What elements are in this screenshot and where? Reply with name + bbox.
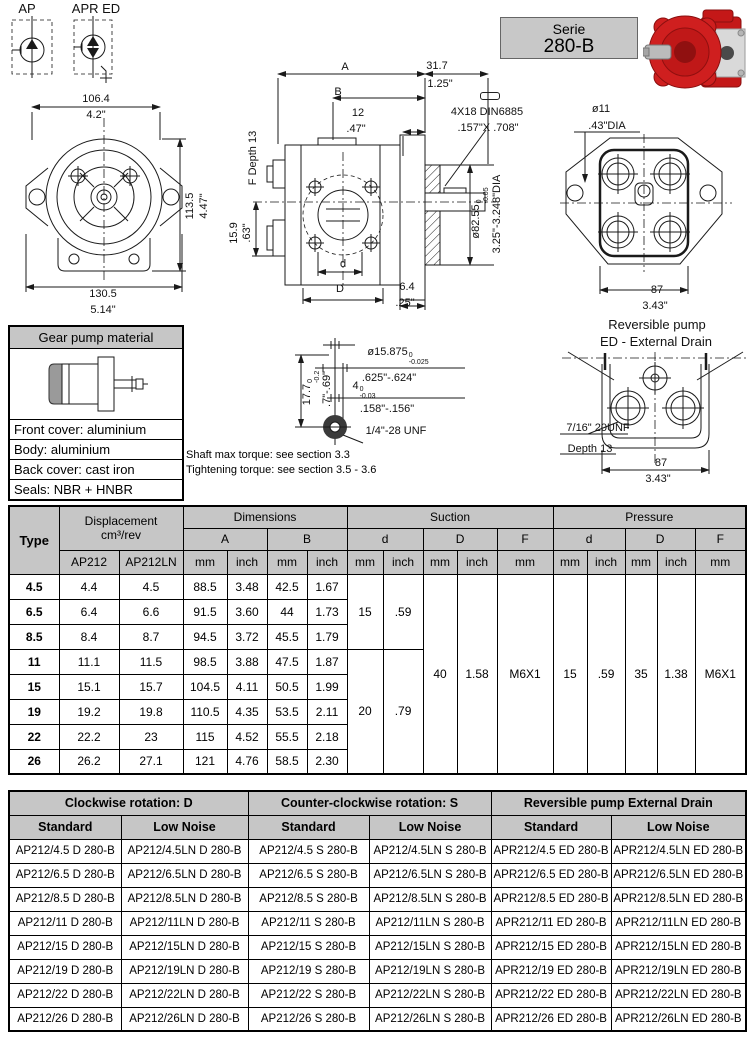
cell: 1.99 — [307, 674, 347, 699]
serie-label: Serie — [552, 21, 586, 37]
cell: 4.11 — [227, 674, 267, 699]
cell: 15.1 — [59, 674, 119, 699]
unit-header: mm — [183, 550, 227, 574]
cell: 3.72 — [227, 624, 267, 649]
cell: 8.5 — [9, 624, 59, 649]
cell: 4.76 — [227, 749, 267, 774]
cell: 4.5 — [9, 574, 59, 599]
cell: APR212/4.5LN ED 280-B — [611, 839, 746, 863]
cell: AP212/6.5 D 280-B — [9, 863, 121, 887]
cell: APR212/8.5LN ED 280-B — [611, 887, 746, 911]
symbol-apr-ed-label: APR ED — [71, 1, 121, 16]
unit-header: mm — [347, 550, 383, 574]
cell: 1.79 — [307, 624, 347, 649]
col-header-pressure: Pressure — [553, 506, 746, 528]
cell: AP212/19 D 280-B — [9, 959, 121, 983]
dim-317-mm: 31.7 — [426, 60, 448, 72]
material-row-seals: Seals: NBR + HNBR — [10, 479, 182, 499]
unit-header: inch — [587, 550, 625, 574]
cell: AP212/26LN D 280-B — [121, 1007, 248, 1031]
cell: AP212/26 D 280-B — [9, 1007, 121, 1031]
serie-value: 280-B — [543, 36, 595, 57]
dim-shaft-key-in: .158"-.156" — [359, 403, 415, 415]
dim-b-label: B — [334, 86, 342, 98]
dim-front-width-mm: 106.4 — [82, 93, 110, 105]
dim-shaft-height-in: .7"-.69" — [321, 371, 333, 407]
cell: 4.52 — [227, 724, 267, 749]
unit-header: mm — [695, 550, 746, 574]
material-pump-figure — [10, 349, 182, 419]
material-pump-icon — [36, 354, 156, 414]
cell: APR212/11 ED 280-B — [491, 911, 611, 935]
col-header-suction: Suction — [347, 506, 553, 528]
reversible-subtitle: ED - External Drain — [600, 334, 712, 349]
cell: 1.58 — [457, 574, 497, 774]
unit-header: mm — [267, 550, 307, 574]
sub-header-standard: Standard — [9, 815, 121, 839]
cell: 98.5 — [183, 649, 227, 674]
cell: 1.87 — [307, 649, 347, 674]
cell: 26.2 — [59, 749, 119, 774]
order-row — [9, 959, 746, 983]
cell: AP212/26 S 280-B — [248, 1007, 369, 1031]
cell: APR212/15 ED 280-B — [491, 935, 611, 959]
sub-header-low-noise: Low Noise — [611, 815, 746, 839]
cell: AP212/4.5LN D 280-B — [121, 839, 248, 863]
cell: APR212/6.5LN ED 280-B — [611, 863, 746, 887]
cell: AP212/19 S 280-B — [248, 959, 369, 983]
cell: 23 — [119, 724, 183, 749]
cell: 50.5 — [267, 674, 307, 699]
dim-159-mm: 15.9 — [228, 222, 240, 244]
dim-drain-thread: 7/16" 20UNF — [566, 422, 630, 434]
dim-shaft-dia-in: .625"-.624" — [361, 372, 417, 384]
cell: 4.5 — [119, 574, 183, 599]
cell: 4.35 — [227, 699, 267, 724]
cell: AP212/11LN S 280-B — [369, 911, 491, 935]
cell: 15 — [347, 574, 383, 649]
dim-front-base-in: 5.14" — [90, 304, 116, 316]
cell: AP212/4.5 S 280-B — [248, 839, 369, 863]
apr-ed-symbol-drawing — [70, 16, 124, 86]
cell: 26 — [9, 749, 59, 774]
cell: 11.1 — [59, 649, 119, 674]
spec-table — [8, 505, 747, 775]
cell: 1.67 — [307, 574, 347, 599]
ap-symbol-drawing — [8, 16, 58, 82]
order-row — [9, 887, 746, 911]
dim-shaft-height: 17.7 0 -0.2 — [301, 370, 321, 406]
cell: APR212/11LN ED 280-B — [611, 911, 746, 935]
cell: AP212/19LN S 280-B — [369, 959, 491, 983]
cell: 45.5 — [267, 624, 307, 649]
cell: AP212/4.5 D 280-B — [9, 839, 121, 863]
serie-badge — [500, 17, 638, 59]
col-header-pressure-d: d — [553, 528, 625, 550]
dim-64-mm: 6.4 — [399, 281, 415, 293]
cell: 6.5 — [9, 599, 59, 624]
key-icon — [480, 92, 500, 100]
unit-header: inch — [227, 550, 267, 574]
dim-12-mm: 12 — [351, 107, 365, 119]
col-header-dimensions: Dimensions — [183, 506, 347, 528]
dim-hole-dia: ø11 — [591, 103, 611, 115]
dim-a-label: A — [341, 61, 349, 73]
sub-header-standard: Standard — [248, 815, 369, 839]
dim-64-in: .25" — [395, 297, 415, 309]
cell: 53.5 — [267, 699, 307, 724]
cell: APR212/26 ED 280-B — [491, 1007, 611, 1031]
unit-header: inch — [457, 550, 497, 574]
cell: 4.4 — [59, 574, 119, 599]
cell: 15.7 — [119, 674, 183, 699]
cell: AP212/8.5LN D 280-B — [121, 887, 248, 911]
sub-header-low-noise: Low Noise — [121, 815, 248, 839]
col-header-suction-d: d — [347, 528, 423, 550]
cell: 3.48 — [227, 574, 267, 599]
cell: AP212/4.5LN S 280-B — [369, 839, 491, 863]
cell: AP212/6.5 S 280-B — [248, 863, 369, 887]
material-row-body: Body: aluminium — [10, 439, 182, 459]
cell: APR212/19LN ED 280-B — [611, 959, 746, 983]
cell: M6X1 — [497, 574, 553, 774]
cell: AP212/15 D 280-B — [9, 935, 121, 959]
cell: 27.1 — [119, 749, 183, 774]
dim-pilot-dia: ø82.55 0 -0.05 — [470, 187, 490, 239]
material-row-front-cover: Front cover: aluminium — [10, 419, 182, 439]
cell: AP212/8.5 D 280-B — [9, 887, 121, 911]
dim-rev-width-in: 3.43" — [645, 473, 671, 485]
col-header-suction-f: F — [497, 528, 553, 550]
cell: 35 — [625, 574, 657, 774]
cell: APR212/8.5 ED 280-B — [491, 887, 611, 911]
cell: .59 — [587, 574, 625, 774]
cell: AP212/15 S 280-B — [248, 935, 369, 959]
cell: APR212/15LN ED 280-B — [611, 935, 746, 959]
order-table — [8, 790, 747, 1032]
order-row — [9, 911, 746, 935]
cell: 2.11 — [307, 699, 347, 724]
cell: 104.5 — [183, 674, 227, 699]
dim-front-height-in: 4.47" — [198, 193, 210, 219]
cell: 11.5 — [119, 649, 183, 674]
cell: 22.2 — [59, 724, 119, 749]
cell: 121 — [183, 749, 227, 774]
cell: AP212/8.5 S 280-B — [248, 887, 369, 911]
cell: AP212/8.5LN S 280-B — [369, 887, 491, 911]
dim-key-spec-in: .157"X .708" — [457, 122, 519, 134]
dim-front-width-in: 4.2" — [86, 109, 106, 121]
dim-key-spec: 4X18 DIN6885 — [450, 106, 524, 118]
dim-shaft-thread: 1/4"-28 UNF — [365, 425, 427, 437]
note-shaft-torque: Shaft max torque: see section 3.3 — [186, 449, 350, 461]
sub-header-low-noise: Low Noise — [369, 815, 491, 839]
col-header-pressure-D: D — [625, 528, 695, 550]
cell: 40 — [423, 574, 457, 774]
cell: 58.5 — [267, 749, 307, 774]
cell: 42.5 — [267, 574, 307, 599]
unit-header: mm — [553, 550, 587, 574]
dim-front-base-mm: 130.5 — [89, 288, 117, 300]
dim-front-height-mm: 113.5 — [184, 192, 196, 220]
material-box-title: Gear pump material — [10, 327, 182, 349]
cell: M6X1 — [695, 574, 746, 774]
col-header-b: B — [267, 528, 347, 550]
cell: 19 — [9, 699, 59, 724]
unit-header: mm — [497, 550, 553, 574]
sub-header-standard: Standard — [491, 815, 611, 839]
col-header-ap212: AP212 — [59, 550, 119, 574]
unit-header: inch — [657, 550, 695, 574]
cell: AP212/6.5LN D 280-B — [121, 863, 248, 887]
cell: 44 — [267, 599, 307, 624]
reversible-drawing — [558, 350, 753, 490]
cell: 15 — [553, 574, 587, 774]
group-header-counter-clockwise: Counter-clockwise rotation: S — [248, 791, 491, 815]
order-row — [9, 863, 746, 887]
cell: .79 — [383, 649, 423, 774]
cell: AP212/22 S 280-B — [248, 983, 369, 1007]
cell: 6.6 — [119, 599, 183, 624]
order-row — [9, 1007, 746, 1031]
cell: 15 — [9, 674, 59, 699]
material-box — [8, 325, 184, 501]
dim-12-in: .47" — [346, 123, 366, 135]
cell: APR212/19 ED 280-B — [491, 959, 611, 983]
dim-pilot-dia-in: 3.25"-3.248"DIA — [491, 174, 503, 254]
cell: 88.5 — [183, 574, 227, 599]
cell: 1.38 — [657, 574, 695, 774]
unit-header: mm — [625, 550, 657, 574]
unit-header: mm — [423, 550, 457, 574]
dim-rear-width-mm: 87 — [650, 284, 664, 296]
dim-rev-width-mm: 87 — [654, 457, 668, 469]
cell: 47.5 — [267, 649, 307, 674]
order-row — [9, 839, 746, 863]
cell: .59 — [383, 574, 423, 649]
cell: APR212/4.5 ED 280-B — [491, 839, 611, 863]
cell: APR212/26LN ED 280-B — [611, 1007, 746, 1031]
col-header-displacement: Displacement cm³/rev — [59, 506, 183, 550]
cell: 19.2 — [59, 699, 119, 724]
cell: AP212/22LN S 280-B — [369, 983, 491, 1007]
col-header-suction-D: D — [423, 528, 497, 550]
dim-D-label: D — [336, 283, 344, 295]
note-tightening-torque: Tightening torque: see section 3.5 - 3.6 — [186, 464, 377, 476]
cell: 11 — [9, 649, 59, 674]
reversible-title: Reversible pump — [608, 317, 706, 332]
dim-drain-depth: Depth 13 — [567, 443, 613, 455]
dim-d-label: d — [339, 258, 347, 270]
dim-hole-dia-in: .43"DIA — [588, 120, 626, 132]
cell: AP212/11 D 280-B — [9, 911, 121, 935]
cell: 1.73 — [307, 599, 347, 624]
dim-f-depth: F Depth 13 — [247, 130, 259, 186]
cell: 55.5 — [267, 724, 307, 749]
dim-317-in: 1.25" — [427, 78, 453, 90]
cell: AP212/22LN D 280-B — [121, 983, 248, 1007]
dim-shaft-dia: ø15.875 0 -0.025 — [367, 346, 429, 366]
cell: AP212/11 S 280-B — [248, 911, 369, 935]
cell: 110.5 — [183, 699, 227, 724]
cell: 3.60 — [227, 599, 267, 624]
col-header-ap212ln: AP212LN — [119, 550, 183, 574]
cell: 8.7 — [119, 624, 183, 649]
col-header-pressure-f: F — [695, 528, 746, 550]
order-row — [9, 935, 746, 959]
cell: AP212/6.5LN S 280-B — [369, 863, 491, 887]
unit-header: inch — [307, 550, 347, 574]
unit-header: inch — [383, 550, 423, 574]
cell: APR212/22LN ED 280-B — [611, 983, 746, 1007]
pump-photo — [643, 5, 751, 95]
cell: AP212/26LN S 280-B — [369, 1007, 491, 1031]
cell: 2.18 — [307, 724, 347, 749]
cell: 8.4 — [59, 624, 119, 649]
dim-rear-width-in: 3.43" — [642, 300, 668, 312]
cell: 20 — [347, 649, 383, 774]
cell: 22 — [9, 724, 59, 749]
spec-row — [9, 574, 746, 599]
cell: AP212/19LN D 280-B — [121, 959, 248, 983]
material-row-back-cover: Back cover: cast iron — [10, 459, 182, 479]
group-header-reversible: Reversible pump External Drain — [491, 791, 746, 815]
group-header-clockwise: Clockwise rotation: D — [9, 791, 248, 815]
cell: 6.4 — [59, 599, 119, 624]
order-row — [9, 983, 746, 1007]
cell: 19.8 — [119, 699, 183, 724]
cell: AP212/15LN S 280-B — [369, 935, 491, 959]
cell: APR212/22 ED 280-B — [491, 983, 611, 1007]
col-header-type: Type — [9, 506, 59, 574]
cell: 115 — [183, 724, 227, 749]
cell: AP212/15LN D 280-B — [121, 935, 248, 959]
cell: AP212/22 D 280-B — [9, 983, 121, 1007]
symbol-ap-label: AP — [18, 1, 36, 16]
cell: 91.5 — [183, 599, 227, 624]
cell: AP212/11LN D 280-B — [121, 911, 248, 935]
cell: 2.30 — [307, 749, 347, 774]
dim-shaft-key: 4 0 -0.03 — [352, 380, 376, 400]
dim-159-in: .63" — [241, 223, 253, 243]
cell: 3.88 — [227, 649, 267, 674]
cell: 94.5 — [183, 624, 227, 649]
col-header-a: A — [183, 528, 267, 550]
cell: APR212/6.5 ED 280-B — [491, 863, 611, 887]
